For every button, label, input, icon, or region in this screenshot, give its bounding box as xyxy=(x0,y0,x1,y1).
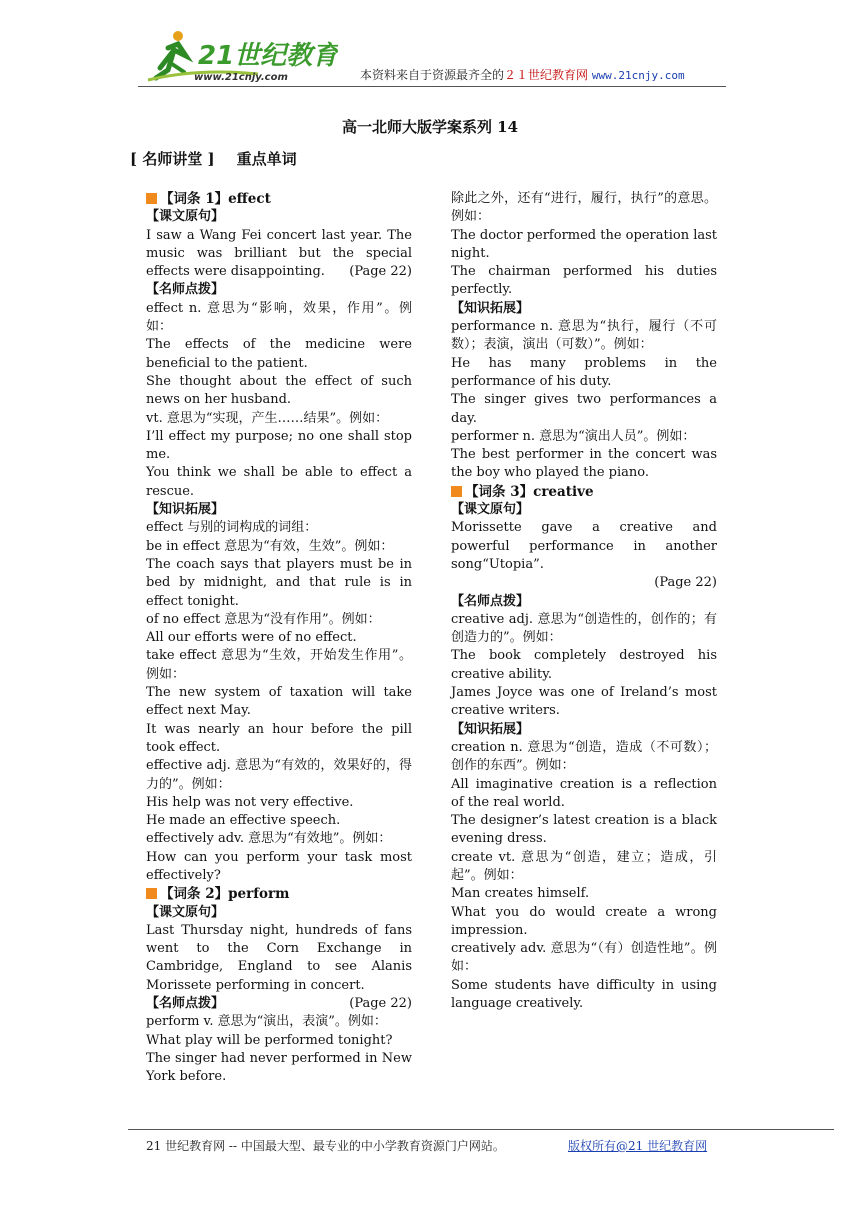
text-paragraph xyxy=(451,318,717,355)
text-paragraph xyxy=(451,428,717,446)
paragraph-text: Morissette gave a creative and powerful performance in another song“Utopia”. xyxy=(451,520,717,572)
text-paragraph xyxy=(146,812,412,830)
section-heading xyxy=(130,148,297,169)
paragraph-text: be in effect 意思为“有效，生效”。例如： xyxy=(146,538,394,554)
source-site[interactable]: ２１世纪教育网 xyxy=(504,68,589,82)
paragraph-text: Man creates himself. xyxy=(451,886,590,902)
entry-heading: 【词条 3】creative xyxy=(451,483,717,501)
text-paragraph xyxy=(451,739,717,776)
footer-divider xyxy=(128,1129,834,1130)
text-paragraph xyxy=(451,519,717,574)
paragraph-text: creation n. 意思为“创造，造成（不可数）；创作的东西”。例如： xyxy=(451,739,717,774)
site-logo[interactable] xyxy=(138,28,338,88)
paragraph-text: I saw a Wang Fei concert last year. The music was brilliant but the special effects were disappointing. xyxy=(146,227,412,280)
text-paragraph xyxy=(146,1013,412,1031)
subsection-label: 【课文原句】 xyxy=(146,904,225,920)
subsection-label: 【名师点拨】 xyxy=(451,593,530,609)
entry-heading: 【词条 2】perform xyxy=(146,885,412,903)
page-reference: (Page 22) xyxy=(654,575,717,591)
text-paragraph xyxy=(146,410,412,428)
header-source-line xyxy=(360,66,685,83)
subsection-label: 【名师点拨】 xyxy=(146,282,225,298)
text-paragraph xyxy=(146,556,412,611)
text-paragraph xyxy=(146,227,412,282)
paragraph-text: effective adj. 意思为“有效的，效果好的，得力的”。例如： xyxy=(146,758,412,792)
footer-text: 21 世纪教育网 -- 中国最大型、最专业的中小学教育资源门户网站。 xyxy=(146,1139,505,1153)
text-paragraph xyxy=(451,904,717,941)
text-paragraph xyxy=(146,428,412,465)
subsection-label: 【课文原句】 xyxy=(451,502,530,518)
paragraph-text: vt. 意思为“实现，产生……结果”。例如： xyxy=(146,410,389,426)
paragraph-text: The effects of the medicine were beneficial to the patient. xyxy=(146,337,412,371)
paragraph-text: The coach says that players must be in bed by midnight, and that rule is in effect tonight. xyxy=(146,556,412,609)
paragraph-text: take effect 意思为“生效，开始发生作用”。例如： xyxy=(146,648,412,682)
footer-copyright-link[interactable]: 版权所有@21 世纪教育网 xyxy=(568,1139,708,1153)
paragraph-text: 除此之外，还有“进行，履行，执行”的意思。例如： xyxy=(451,191,717,225)
text-paragraph xyxy=(451,849,717,886)
text-paragraph xyxy=(451,190,717,227)
paragraph-text: of no effect 意思为“没有作用”。例如： xyxy=(146,611,381,627)
text-paragraph xyxy=(146,373,412,410)
text-paragraph xyxy=(146,538,412,556)
text-paragraph xyxy=(146,1032,412,1050)
text-paragraph xyxy=(451,227,717,264)
paragraph-text: The doctor performed the operation last night. xyxy=(451,227,717,261)
text-paragraph xyxy=(451,776,717,813)
paragraph-text: Last Thursday night, hundreds of fans went to the Corn Exchange in Cambridge, England to see Alanis Morissete performing in concert. xyxy=(146,922,412,993)
text-paragraph xyxy=(146,757,412,794)
paragraph-text: The singer had never performed in New York before. xyxy=(146,1050,412,1085)
subsection-label: 【知识拓展】 xyxy=(451,300,530,316)
text-paragraph xyxy=(451,684,717,721)
entry-heading: 【词条 1】effect xyxy=(146,190,412,208)
text-paragraph xyxy=(146,830,412,848)
paragraph-text: Some students have difficulty in using language creatively. xyxy=(451,977,717,1012)
text-paragraph xyxy=(146,849,412,886)
text-paragraph xyxy=(146,647,412,684)
paragraph-text: The chairman performed his duties perfectly. xyxy=(451,264,717,298)
text-paragraph xyxy=(146,721,412,758)
paragraph-text: He has many problems in the performance of his duty. xyxy=(451,355,717,389)
runner-logo-icon xyxy=(138,28,338,88)
paragraph-text: creatively adv. 意思为“（有）创造性地”。例如： xyxy=(451,941,717,975)
page-reference: (Page 22) xyxy=(349,996,412,1012)
paragraph-text: His help was not very effective. xyxy=(146,794,354,810)
paragraph-text: The singer gives two performances a day. xyxy=(451,392,717,426)
text-paragraph xyxy=(451,885,717,903)
paragraph-text: performance n. 意思为“执行，履行（不可数）；表演，演出（可数）”。例如： xyxy=(451,319,717,353)
text-paragraph xyxy=(451,940,717,977)
text-paragraph xyxy=(451,647,717,684)
paragraph-text: She thought about the effect of such news on her husband. xyxy=(146,373,412,408)
text-paragraph xyxy=(146,300,412,337)
section-bracket-label: [ 名师讲堂 ] xyxy=(130,150,215,168)
paragraph-text: What play will be performed tonight? xyxy=(146,1032,393,1048)
subsection-label: 【知识拓展】 xyxy=(451,721,530,737)
text-paragraph xyxy=(146,336,412,373)
text-paragraph xyxy=(146,794,412,812)
text-paragraph xyxy=(146,519,412,537)
text-paragraph xyxy=(146,464,412,501)
text-paragraph xyxy=(451,263,717,300)
subsection-label: 【知识拓展】 xyxy=(146,502,225,518)
page-reference: (Page 22) xyxy=(349,264,412,280)
subsection-label: 【课文原句】 xyxy=(146,209,225,225)
paragraph-text: The designer’s latest creation is a black evening dress. xyxy=(451,813,717,847)
text-paragraph xyxy=(451,812,717,849)
text-paragraph xyxy=(146,611,412,629)
paragraph-text: effect n. 意思为“影响，效果，作用”。例如： xyxy=(146,300,412,335)
paragraph-text: perform v. 意思为“演出，表演”。例如： xyxy=(146,1014,387,1030)
document-title: 高一北师大版学案系列 14 xyxy=(341,118,519,136)
orange-square-icon xyxy=(146,193,157,204)
paragraph-text: I’ll effect my purpose; no one shall stop me. xyxy=(146,428,412,463)
logo-wordmark: 21世纪教育 xyxy=(198,41,338,71)
source-prefix: 本资料来自于资源最齐全的 xyxy=(360,68,505,82)
paragraph-text: create vt. 意思为“创造，建立；造成，引起”。例如： xyxy=(451,849,717,883)
text-paragraph xyxy=(451,977,717,1014)
paragraph-text: The best performer in the concert was the boy who played the piano. xyxy=(451,447,717,481)
text-paragraph xyxy=(146,629,412,647)
paragraph-text: James Joyce was one of Ireland’s most creative writers. xyxy=(451,685,717,719)
left-column xyxy=(146,190,412,1087)
text-paragraph xyxy=(451,611,717,648)
text-paragraph xyxy=(146,684,412,721)
paragraph-text: All imaginative creation is a reflection of the real world. xyxy=(451,776,717,810)
orange-square-icon xyxy=(146,888,157,899)
text-paragraph xyxy=(451,355,717,392)
paragraph-text: The book completely destroyed his creative ability. xyxy=(451,648,717,682)
logo-url: www.21cnjy.com xyxy=(194,72,288,83)
section-topic: 重点单词 xyxy=(236,150,297,168)
paragraph-text: The new system of taxation will take effect next May. xyxy=(146,685,412,719)
right-column xyxy=(451,190,717,1013)
paragraph-text: You think we shall be able to effect a rescue. xyxy=(146,465,412,499)
orange-square-icon xyxy=(451,486,462,497)
paragraph-text: effect 与别的词构成的词组： xyxy=(146,520,318,536)
text-paragraph xyxy=(451,391,717,428)
paragraph-text: All our efforts were of no effect. xyxy=(146,630,357,646)
header-divider xyxy=(138,86,726,87)
subsection-label: 【名师点拨】 xyxy=(146,996,225,1012)
paragraph-text: How can you perform your task most effectively? xyxy=(146,849,412,883)
text-paragraph xyxy=(146,1050,412,1087)
text-paragraph xyxy=(451,446,717,483)
paragraph-text: effectively adv. 意思为“有效地”。例如： xyxy=(146,831,392,847)
paragraph-text: He made an effective speech. xyxy=(146,813,341,829)
paragraph-text: performer n. 意思为“演出人员”。例如： xyxy=(451,428,696,444)
source-url[interactable]: www.21cnjy.com xyxy=(591,69,685,82)
paragraph-text: What you do would create a wrong impression. xyxy=(451,904,717,938)
paragraph-text: It was nearly an hour before the pill took effect. xyxy=(146,721,412,755)
paragraph-text: creative adj. 意思为“创造性的，创作的；有创造力的”。例如： xyxy=(451,611,717,646)
